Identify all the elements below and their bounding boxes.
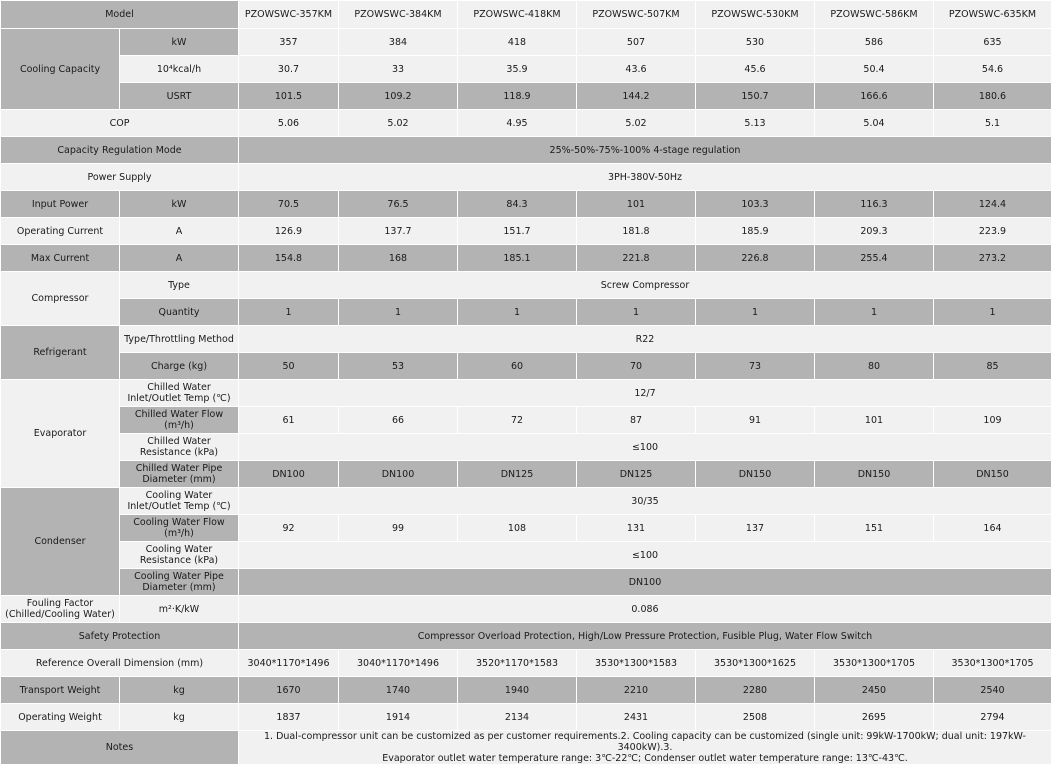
evaporator-resistance-label: Chilled Water Resistance (kPa) — [120, 434, 239, 461]
value-cell: 1670 — [239, 677, 339, 704]
value-cell: 5.13 — [696, 110, 815, 137]
value-cell: 5.1 — [934, 110, 1051, 137]
value-cell: 384 — [339, 29, 458, 56]
value-cell: 1837 — [239, 704, 339, 731]
value-cell: 185.9 — [696, 218, 815, 245]
value-cell: 530 — [696, 29, 815, 56]
value-cell: 109 — [934, 407, 1051, 434]
operating-current-label: Operating Current — [1, 218, 120, 245]
refrigerant-charge-label: Charge (kg) — [120, 353, 239, 380]
table-row — [1, 326, 1051, 353]
value-cell: 209.3 — [815, 218, 934, 245]
value-cell: 273.2 — [934, 245, 1051, 272]
value-cell: 2540 — [934, 677, 1051, 704]
evaporator-temp-label: Chilled Water Inlet/Outlet Temp (℃) — [120, 380, 239, 407]
value-cell: 3520*1170*1583 — [458, 650, 577, 677]
model-name: PZOWSWC-357KM — [239, 1, 339, 29]
table-row — [1, 677, 1051, 704]
table-row — [1, 650, 1051, 677]
model-name: PZOWSWC-418KM — [458, 1, 577, 29]
value-cell: 2210 — [577, 677, 696, 704]
value-cell: 635 — [934, 29, 1051, 56]
fouling-factor-label: Fouling Factor (Chilled/Cooling Water) — [1, 596, 120, 623]
value-cell: 1 — [934, 299, 1051, 326]
value-cell: 50.4 — [815, 56, 934, 83]
value-cell: 1 — [239, 299, 339, 326]
refrigerant-label: Refrigerant — [1, 326, 120, 380]
power-supply-label: Power Supply — [1, 164, 239, 191]
max-current-unit: A — [120, 245, 239, 272]
condenser-flow-label: Cooling Water Flow (m³/h) — [120, 515, 239, 542]
fouling-factor-unit: m²·K/kW — [120, 596, 239, 623]
dimension-label: Reference Overall Dimension (mm) — [1, 650, 239, 677]
value-cell: 2280 — [696, 677, 815, 704]
table-row — [1, 515, 1051, 542]
refrigerant-type-value: R22 — [239, 326, 1051, 353]
table-row — [1, 407, 1051, 434]
capacity-regulation-value: 25%-50%-75%-100% 4-stage regulation — [239, 137, 1051, 164]
value-cell: 84.3 — [458, 191, 577, 218]
value-cell: 1940 — [458, 677, 577, 704]
value-cell: 1 — [458, 299, 577, 326]
value-cell: DN150 — [934, 461, 1051, 488]
cop-label: COP — [1, 110, 239, 137]
value-cell: 2431 — [577, 704, 696, 731]
value-cell: 137 — [696, 515, 815, 542]
value-cell: 3530*1300*1583 — [577, 650, 696, 677]
transport-weight-label: Transport Weight — [1, 677, 120, 704]
value-cell: 85 — [934, 353, 1051, 380]
value-cell: DN125 — [577, 461, 696, 488]
value-cell: 70.5 — [239, 191, 339, 218]
value-cell: 2695 — [815, 704, 934, 731]
value-cell: 45.6 — [696, 56, 815, 83]
value-cell: 91 — [696, 407, 815, 434]
value-cell: 92 — [239, 515, 339, 542]
evaporator-resistance-value: ≤100 — [239, 434, 1051, 461]
fouling-factor-value: 0.086 — [239, 596, 1051, 623]
value-cell: 144.2 — [577, 83, 696, 110]
value-cell: 3530*1300*1625 — [696, 650, 815, 677]
value-cell: 226.8 — [696, 245, 815, 272]
value-cell: 4.95 — [458, 110, 577, 137]
value-cell: 70 — [577, 353, 696, 380]
value-cell: 80 — [815, 353, 934, 380]
compressor-type-label: Type — [120, 272, 239, 299]
table-row — [1, 488, 1051, 515]
table-row — [1, 542, 1051, 569]
condenser-temp-value: 30/35 — [239, 488, 1051, 515]
unit-usrt: USRT — [120, 83, 239, 110]
notes-text — [239, 731, 1051, 765]
value-cell: 101 — [577, 191, 696, 218]
compressor-label: Compressor — [1, 272, 120, 326]
model-name: PZOWSWC-384KM — [339, 1, 458, 29]
value-cell: DN150 — [696, 461, 815, 488]
value-cell: 150.7 — [696, 83, 815, 110]
evaporator-temp-value: 12/7 — [239, 380, 1051, 407]
table-row — [1, 83, 1051, 110]
input-power-label: Input Power — [1, 191, 120, 218]
notes-line-2: Evaporator outlet water temperature range: 3℃-22℃; Condenser outlet water temperature range: 13℃-43℃. — [382, 753, 908, 764]
value-cell: DN150 — [815, 461, 934, 488]
compressor-type-value: Screw Compressor — [239, 272, 1051, 299]
value-cell: 73 — [696, 353, 815, 380]
max-current-label: Max Current — [1, 245, 120, 272]
value-cell: 54.6 — [934, 56, 1051, 83]
refrigerant-type-label: Type/Throttling Method — [120, 326, 239, 353]
value-cell: 1914 — [339, 704, 458, 731]
value-cell: 154.8 — [239, 245, 339, 272]
value-cell: 180.6 — [934, 83, 1051, 110]
value-cell: 1 — [339, 299, 458, 326]
evaporator-pipe-label: Chilled Water Pipe Diameter (mm) — [120, 461, 239, 488]
table-row — [1, 137, 1051, 164]
operating-weight-label: Operating Weight — [1, 704, 120, 731]
compressor-quantity-label: Quantity — [120, 299, 239, 326]
table-row — [1, 272, 1051, 299]
model-name: PZOWSWC-635KM — [934, 1, 1051, 29]
cooling-capacity-label: Cooling Capacity — [1, 29, 120, 110]
value-cell: 151.7 — [458, 218, 577, 245]
value-cell: 5.04 — [815, 110, 934, 137]
operating-current-unit: A — [120, 218, 239, 245]
value-cell: 3530*1300*1705 — [815, 650, 934, 677]
model-name: PZOWSWC-530KM — [696, 1, 815, 29]
input-power-unit: kW — [120, 191, 239, 218]
value-cell: DN100 — [239, 461, 339, 488]
value-cell: 103.3 — [696, 191, 815, 218]
value-cell: 30.7 — [239, 56, 339, 83]
safety-protection-value: Compressor Overload Protection, High/Low Pressure Protection, Fusible Plug, Water Flow Switch — [239, 623, 1051, 650]
value-cell: 131 — [577, 515, 696, 542]
condenser-label: Condenser — [1, 488, 120, 596]
table-row — [1, 29, 1051, 56]
value-cell: 418 — [458, 29, 577, 56]
table-row — [1, 353, 1051, 380]
value-cell: 1 — [696, 299, 815, 326]
value-cell: 99 — [339, 515, 458, 542]
value-cell: 2794 — [934, 704, 1051, 731]
model-name: PZOWSWC-507KM — [577, 1, 696, 29]
value-cell: 166.6 — [815, 83, 934, 110]
notes-line-1: 1. Dual-compressor unit can be customized as per customer requirements.2. Cooling capacity can be customized (single unit: 99kW-1700kW; dual unit: 197kW-3400kW).3. — [264, 731, 1026, 753]
operating-weight-unit: kg — [120, 704, 239, 731]
unit-kw: kW — [120, 29, 239, 56]
value-cell: 60 — [458, 353, 577, 380]
value-cell: 5.02 — [577, 110, 696, 137]
table-row — [1, 56, 1051, 83]
value-cell: 137.7 — [339, 218, 458, 245]
value-cell: 101.5 — [239, 83, 339, 110]
value-cell: 2134 — [458, 704, 577, 731]
value-cell: 124.4 — [934, 191, 1051, 218]
value-cell: 3040*1170*1496 — [239, 650, 339, 677]
table-row — [1, 704, 1051, 731]
value-cell: DN100 — [339, 461, 458, 488]
value-cell: 221.8 — [577, 245, 696, 272]
value-cell: 5.06 — [239, 110, 339, 137]
value-cell: 1 — [577, 299, 696, 326]
value-cell: 53 — [339, 353, 458, 380]
value-cell: 1740 — [339, 677, 458, 704]
table-row — [1, 218, 1051, 245]
table-row — [1, 731, 1051, 765]
value-cell: 168 — [339, 245, 458, 272]
evaporator-label: Evaporator — [1, 380, 120, 488]
value-cell: 2508 — [696, 704, 815, 731]
transport-weight-unit: kg — [120, 677, 239, 704]
safety-protection-label: Safety Protection — [1, 623, 239, 650]
value-cell: 223.9 — [934, 218, 1051, 245]
value-cell: 87 — [577, 407, 696, 434]
condenser-temp-label: Cooling Water Inlet/Outlet Temp (℃) — [120, 488, 239, 515]
value-cell: 50 — [239, 353, 339, 380]
table-row — [1, 434, 1051, 461]
value-cell: 109.2 — [339, 83, 458, 110]
value-cell: 2450 — [815, 677, 934, 704]
condenser-pipe-label: Cooling Water Pipe Diameter (mm) — [120, 569, 239, 596]
value-cell: 118.9 — [458, 83, 577, 110]
value-cell: 5.02 — [339, 110, 458, 137]
table-row — [1, 569, 1051, 596]
value-cell: 255.4 — [815, 245, 934, 272]
condenser-resistance-label: Cooling Water Resistance (kPa) — [120, 542, 239, 569]
value-cell: 181.8 — [577, 218, 696, 245]
table-row — [1, 191, 1051, 218]
value-cell: 61 — [239, 407, 339, 434]
model-name: PZOWSWC-586KM — [815, 1, 934, 29]
capacity-regulation-label: Capacity Regulation Mode — [1, 137, 239, 164]
value-cell: 101 — [815, 407, 934, 434]
value-cell: 357 — [239, 29, 339, 56]
value-cell: 164 — [934, 515, 1051, 542]
value-cell: 3530*1300*1705 — [934, 650, 1051, 677]
value-cell: 43.6 — [577, 56, 696, 83]
model-header-label: Model — [1, 1, 239, 29]
condenser-pipe-value: DN100 — [239, 569, 1051, 596]
table-row — [1, 623, 1051, 650]
condenser-resistance-value: ≤100 — [239, 542, 1051, 569]
table-row — [1, 1, 1051, 29]
value-cell: 35.9 — [458, 56, 577, 83]
value-cell: DN125 — [458, 461, 577, 488]
value-cell: 66 — [339, 407, 458, 434]
value-cell: 108 — [458, 515, 577, 542]
table-row — [1, 299, 1051, 326]
value-cell: 586 — [815, 29, 934, 56]
value-cell: 507 — [577, 29, 696, 56]
value-cell: 185.1 — [458, 245, 577, 272]
evaporator-flow-label: Chilled Water Flow (m³/h) — [120, 407, 239, 434]
table-row — [1, 596, 1051, 623]
table-row — [1, 380, 1051, 407]
table-row — [1, 245, 1051, 272]
value-cell: 76.5 — [339, 191, 458, 218]
power-supply-value: 3PH-380V-50Hz — [239, 164, 1051, 191]
table-row — [1, 164, 1051, 191]
unit-kcal: 10⁴kcal/h — [120, 56, 239, 83]
value-cell: 72 — [458, 407, 577, 434]
value-cell: 33 — [339, 56, 458, 83]
value-cell: 3040*1170*1496 — [339, 650, 458, 677]
value-cell: 116.3 — [815, 191, 934, 218]
value-cell: 1 — [815, 299, 934, 326]
value-cell: 126.9 — [239, 218, 339, 245]
notes-label: Notes — [1, 731, 239, 765]
table-row — [1, 461, 1051, 488]
table-row — [1, 110, 1051, 137]
value-cell: 151 — [815, 515, 934, 542]
